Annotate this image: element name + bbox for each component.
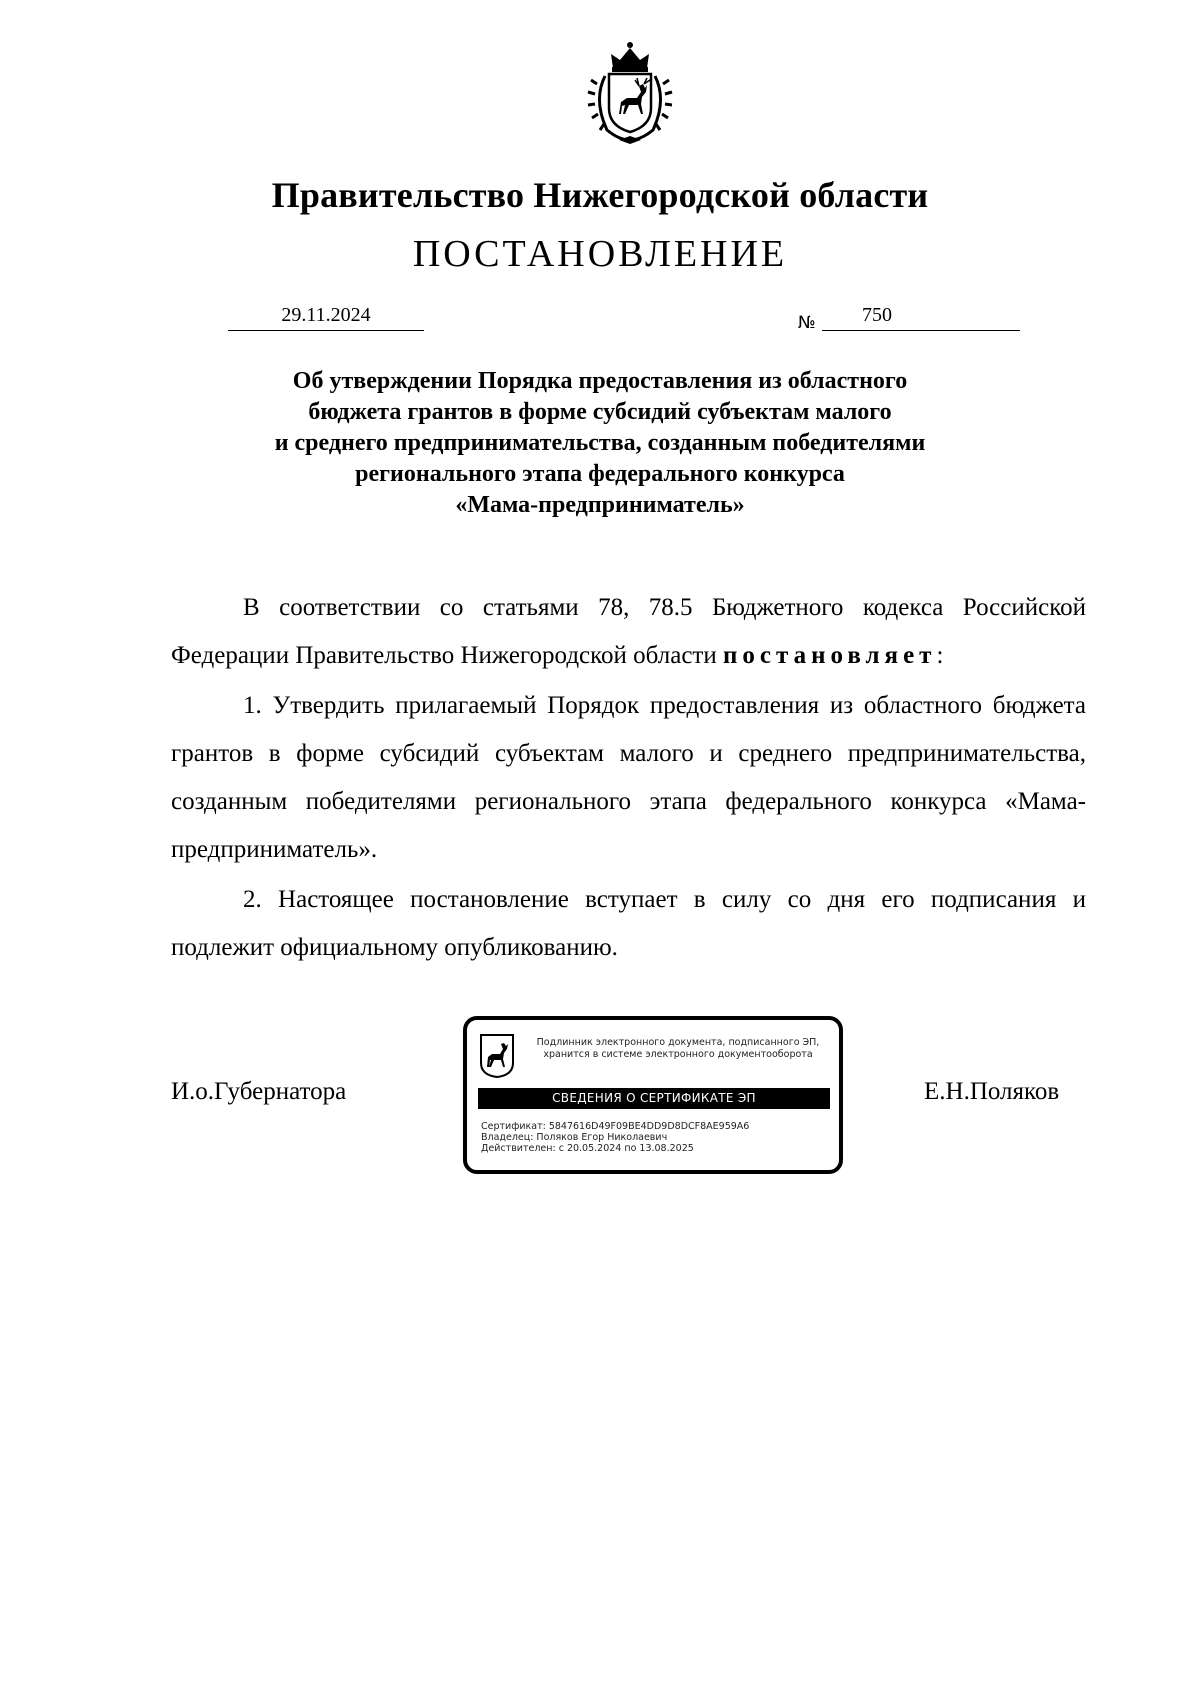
document-type: ПОСТАНОВЛЕНИЕ: [412, 233, 788, 275]
subject-line: «Мама-предприниматель»: [455, 492, 745, 518]
document-number: 750: [862, 304, 892, 326]
deer-emblem-icon: [479, 1033, 515, 1079]
government-name: Правительство Нижегородской области: [271, 175, 929, 215]
document-subject: [170, 366, 1030, 521]
preamble-text: В соответствии со статьями 78, 78.5 Бюджетного кодекса Российской Федерации Правительство Нижегородской области: [171, 594, 1086, 669]
document-date: 29.11.2024: [281, 304, 371, 326]
certificate-details: [481, 1121, 749, 1154]
coat-of-arms-icon: [575, 40, 685, 146]
stamp-header: [519, 1037, 837, 1061]
stamp-header-line: хранится в системе электронного документооборота: [543, 1049, 813, 1060]
clause-2: 2. Настоящее постановление вступает в силу со дня его подписания и подлежит официальному опубликованию.: [171, 886, 1086, 961]
number-underline: [822, 330, 1020, 331]
date-underline: [228, 330, 424, 331]
subject-line: и среднего предпринимательства, созданным победителями: [274, 430, 926, 456]
preamble-end: :: [936, 642, 944, 669]
clause-1: 1. Утвердить прилагаемый Порядок предоставления из областного бюджета грантов в форме субсидий субъектам малого и среднего предпринимательства, созданным победителями регионального этапа федерального конкурса «Мама-предприниматель».: [171, 692, 1086, 863]
stamp-header-line: Подлинник электронного документа, подписанного ЭП,: [536, 1037, 820, 1048]
certificate-info-bar: СВЕДЕНИЯ О СЕРТИФИКАТЕ ЭП: [478, 1088, 830, 1109]
subject-line: регионального этапа федерального конкурса: [355, 461, 845, 487]
signer-name: Е.Н.Поляков: [924, 1078, 1060, 1105]
preamble-paragraph: [171, 584, 1086, 680]
certificate-owner: Владелец: Поляков Егор Николаевич: [481, 1132, 668, 1143]
subject-line: Об утверждении Порядка предоставления из областного: [292, 368, 908, 394]
electronic-signature-stamp: [463, 1016, 843, 1174]
certificate-serial: Сертификат: 5847616D49F09BE4DD9D8DCF8AE959A6: [481, 1121, 750, 1132]
subject-line: бюджета грантов в форме субсидий субъектам малого: [308, 399, 892, 425]
signer-title: И.о.Губернатора: [171, 1078, 347, 1105]
number-sign: №: [798, 313, 816, 333]
decree-word: постановляет: [722, 642, 937, 669]
certificate-validity: Действителен: с 20.05.2024 по 13.08.2025: [481, 1143, 694, 1154]
